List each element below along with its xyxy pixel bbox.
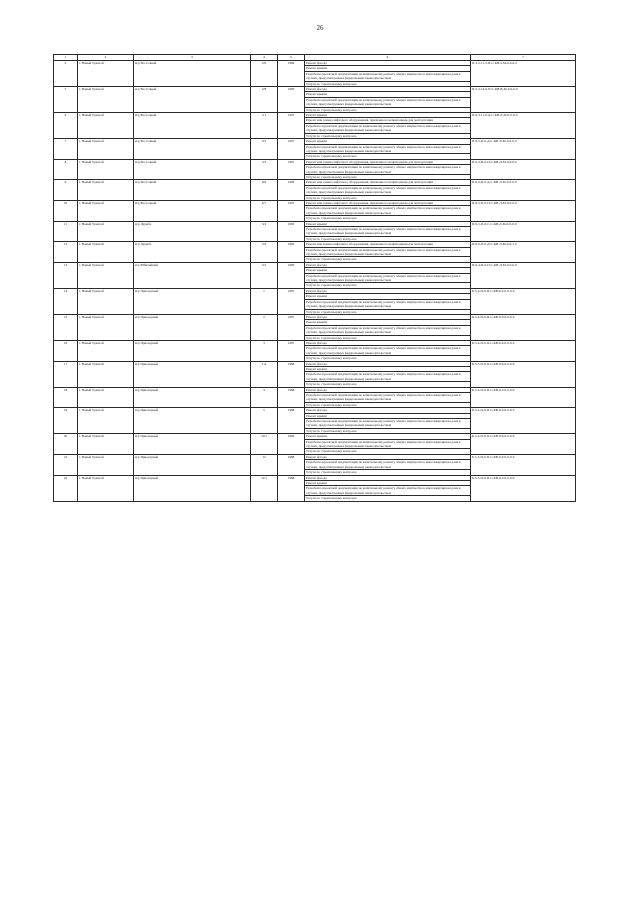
object-code-cell: П-9-5-П-0-С-С-КВ-Л-М-0-0-0-0	[471, 221, 576, 242]
city-cell: г. Новый Уренгой	[78, 475, 134, 501]
repair-program-table	[53, 54, 576, 502]
table-row	[54, 475, 576, 480]
work-type-cell: Разработка проектной документации по капитальному ремонту общего имущества в многоквартирном доме в случаях, предусмотренных федеральным законодательством	[305, 273, 471, 283]
object-code-cell: П-9-4-П-0-П-С-КВ-Л-М-0-0-0-0	[471, 262, 576, 288]
build-year-cell: 1987	[278, 288, 305, 314]
build-year-cell: 1997	[278, 139, 305, 160]
build-year-cell: 1988	[278, 454, 305, 475]
district-cell: м/р Приозерный	[134, 361, 251, 387]
work-type-cell: Услуги по строительному контролю	[305, 257, 471, 262]
build-year-cell: 1988	[278, 475, 305, 501]
house-number-cell: 12/1	[251, 475, 278, 501]
district-cell: м/р Приозерный	[134, 387, 251, 408]
row-number-cell: 10	[54, 200, 78, 221]
table-row	[54, 340, 576, 345]
object-code-cell: Б-5-5-П-0-П-С-КВ-0-0-0-0-0-0	[471, 454, 576, 475]
city-cell: г. Новый Уренгой	[78, 434, 134, 455]
city-cell: г. Новый Уренгой	[78, 200, 134, 221]
work-type-cell: Разработка проектной документации по капитальному ремонту общего имущества в многоквартирном доме в случаях, предусмотренных федеральным законодательством	[305, 419, 471, 429]
house-number-cell: 10/1	[251, 434, 278, 455]
work-type-cell: Разработка проектной документации по капитальному ремонту общего имущества в многоквартирном доме в случаях, предусмотренных федеральным законодательством	[305, 393, 471, 403]
build-year-cell: 1990	[278, 262, 305, 288]
work-type-cell: Разработка проектной документации по капитальному ремонту общего имущества в многоквартирном доме в случаях, предусмотренных федеральным законодательством	[305, 346, 471, 356]
house-number-cell: 3	[251, 340, 278, 361]
object-code-cell: Б-5-4-П-0-П-С-КВ-0-0-0-0-0-0	[471, 340, 576, 361]
district-cell: м/р Восточный	[134, 159, 251, 180]
table-body	[54, 61, 576, 502]
table-row	[54, 454, 576, 459]
work-type-cell: Услуги по строительному контролю	[305, 133, 471, 138]
row-number-cell: 4	[54, 61, 78, 87]
city-cell: г. Новый Уренгой	[78, 454, 134, 475]
house-number-cell: 2/8	[251, 87, 278, 113]
work-type-cell: Ремонт или замена лифтового оборудования, признанного непригодным для эксплуатации	[305, 180, 471, 185]
row-number-cell: 13	[54, 262, 78, 288]
house-number-cell: 5	[251, 408, 278, 434]
object-code-cell: Б-5-4-П-0-П-С-КВ-0-0-0-0-0-0	[471, 387, 576, 408]
city-cell: г. Новый Уренгой	[78, 314, 134, 340]
district-cell: м/р Восточный	[134, 87, 251, 113]
table-row	[54, 314, 576, 319]
object-code-cell: П-9-2-П-0-Д-С-КВ-Л-М-0-0-0-0	[471, 180, 576, 201]
object-code-cell: Б-5-4-П-0-П-С-КВ-0-0-0-0-0-0	[471, 288, 576, 314]
house-number-cell: 1	[251, 288, 278, 314]
build-year-cell: 1988	[278, 387, 305, 408]
row-number-cell: 17	[54, 361, 78, 387]
table-row	[54, 387, 576, 392]
work-type-cell: Ремонт крыши	[305, 434, 471, 439]
city-cell: г. Новый Уренгой	[78, 180, 134, 201]
work-type-cell: Разработка проектной документации по капитальному ремонту общего имущества в многоквартирном доме в случаях, предусмотренных федеральным законодательством	[305, 144, 471, 154]
table-row	[54, 180, 576, 185]
table-row	[54, 262, 576, 267]
row-number-cell: 6	[54, 113, 78, 139]
city-cell: г. Новый Уренгой	[78, 262, 134, 288]
work-type-cell: Услуги по строительному контролю	[305, 402, 471, 407]
district-cell: м/р Восточный	[134, 200, 251, 221]
district-cell: м/р Восточный	[134, 61, 251, 87]
district-cell: м/р Дружба	[134, 221, 251, 242]
work-type-cell: Услуги по строительному контролю	[305, 335, 471, 340]
work-type-cell: Ремонт крыши	[305, 294, 471, 299]
row-number-cell: 20	[54, 434, 78, 455]
work-type-cell: Услуги по строительному контролю	[305, 195, 471, 200]
row-number-cell: 18	[54, 387, 78, 408]
row-number-cell: 16	[54, 340, 78, 361]
table-row	[54, 361, 576, 366]
build-year-cell: 1990	[278, 87, 305, 113]
district-cell: м/р Восточный	[134, 139, 251, 160]
object-code-cell: П-9-2-П-0-П-С-КВ-Л-М-0-0-0-0	[471, 200, 576, 221]
work-type-cell: Разработка проектной документации по капитальному ремонту общего имущества в многоквартирном доме в случаях, предусмотренных федеральным законодательством	[305, 206, 471, 216]
work-type-cell: Разработка проектной документации по капитальному ремонту общего имущества в многоквартирном доме в случаях, предусмотренных федеральным законодательством	[305, 299, 471, 309]
column-number-7: 7	[471, 55, 576, 61]
district-cell: м/р Приозерный	[134, 408, 251, 434]
object-code-cell: Б-5-5-П-0-П-С-КВ-0-0-0-0-0-0	[471, 361, 576, 387]
work-type-cell: Ремонт крыши	[305, 139, 471, 144]
house-number-cell: 2/6	[251, 61, 278, 87]
table-row	[54, 242, 576, 247]
work-type-cell: Услуги по строительному контролю	[305, 107, 471, 112]
house-number-cell: 3/4	[251, 221, 278, 242]
city-cell: г. Новый Уренгой	[78, 61, 134, 87]
work-type-cell: Ремонт фасада	[305, 262, 471, 267]
build-year-cell: 1996	[278, 180, 305, 201]
column-number-6: 6	[305, 55, 471, 61]
build-year-cell: 1988	[278, 361, 305, 387]
work-type-cell: Услуги по строительному контролю	[305, 174, 471, 179]
column-number-1: 1	[54, 55, 78, 61]
object-code-cell: П-9-5-П-0-Д-С-КВ-Л-М-0-0-0-0	[471, 139, 576, 160]
row-number-cell: 14	[54, 288, 78, 314]
work-type-cell: Ремонт фасада	[305, 408, 471, 413]
work-type-cell: Ремонт крыши	[305, 268, 471, 273]
work-type-cell: Услуги по строительному контролю	[305, 236, 471, 241]
column-number-4: 4	[251, 55, 278, 61]
house-number-cell: 3/6	[251, 242, 278, 263]
row-number-cell: 15	[54, 314, 78, 340]
work-type-cell: Разработка проектной документации по капитальному ремонту общего имущества в многоквартирном доме в случаях, предусмотренных федеральным законодательством	[305, 97, 471, 107]
house-number-cell: 3 А	[251, 361, 278, 387]
district-cell: м/р Приозерный	[134, 475, 251, 501]
object-code-cell: П-3-2-11-5-П-С-КВ-2-М-0-0-0-0	[471, 61, 576, 87]
column-number-2: 2	[78, 55, 134, 61]
object-code-cell: Б-5-4-П-0-П-С-КВ-0-0-0-0-0-0	[471, 314, 576, 340]
work-type-cell: Ремонт фасада	[305, 361, 471, 366]
district-cell: м/р Восточный	[134, 180, 251, 201]
work-type-cell: Услуги по строительному контролю	[305, 154, 471, 159]
work-type-cell: Разработка проектной документации по капитальному ремонту общего имущества в многоквартирном доме в случаях, предусмотренных федеральным законодательством	[305, 71, 471, 81]
row-number-cell: 8	[54, 159, 78, 180]
house-number-cell: 3/2	[251, 139, 278, 160]
work-type-cell: Ремонт или замена лифтового оборудования, признанного непригодным для эксплуатации	[305, 118, 471, 123]
work-type-cell: Ремонт крыши	[305, 366, 471, 371]
build-year-cell: 1993	[278, 221, 305, 242]
row-number-cell: 7	[54, 139, 78, 160]
work-type-cell: Ремонт крыши	[305, 113, 471, 118]
work-type-cell: Ремонт фасада	[305, 387, 471, 392]
house-number-cell: 4	[251, 387, 278, 408]
work-type-cell: Разработка проектной документации по капитальному ремонту общего имущества в многоквартирном доме в случаях, предусмотренных федеральным законодательством	[305, 247, 471, 257]
district-cell: м/р Приозерный	[134, 288, 251, 314]
district-cell: м/р Дружба	[134, 242, 251, 263]
house-number-cell: 6/6	[251, 180, 278, 201]
work-type-cell: Разработка проектной документации по капитальному ремонту общего имущества в многоквартирном доме в случаях, предусмотренных федеральным законодательством	[305, 460, 471, 470]
table-row	[54, 288, 576, 293]
work-type-cell: Ремонт крыши	[305, 480, 471, 485]
page-number: 26	[316, 24, 324, 32]
build-year-cell: 1997	[278, 159, 305, 180]
row-number-cell: 21	[54, 454, 78, 475]
city-cell: г. Новый Уренгой	[78, 221, 134, 242]
column-number-3: 3	[134, 55, 251, 61]
work-type-cell: Ремонт фасада	[305, 87, 471, 92]
build-year-cell: 1987	[278, 314, 305, 340]
house-number-cell: 12	[251, 454, 278, 475]
object-code-cell: Б-5-3-П-0-П-С-КВ-0-0-0-0-0-0	[471, 475, 576, 501]
work-type-cell: Разработка проектной документации по капитальному ремонту общего имущества в многоквартирном доме в случаях, предусмотренных федеральным законодательством	[305, 372, 471, 382]
object-code-cell: П-9-2-П-0-П-С-КВ-Л-М-0-0-0-0	[471, 159, 576, 180]
work-type-cell: Разработка проектной документации по капитальному ремонту общего имущества в многоквартирном доме в случаях, предусмотренных федеральным законодательством	[305, 123, 471, 133]
build-year-cell: 1997	[278, 113, 305, 139]
city-cell: г. Новый Уренгой	[78, 288, 134, 314]
house-number-cell: 3/1	[251, 113, 278, 139]
work-type-cell: Услуги по строительному контролю	[305, 216, 471, 221]
object-code-cell: П-9-6-П-0-Д-С-КВ-Л-М-0-0-1-0	[471, 242, 576, 263]
work-type-cell: Ремонт фасада	[305, 340, 471, 345]
build-year-cell: 1990	[278, 434, 305, 455]
build-year-cell: 1988	[278, 408, 305, 434]
build-year-cell: 1995	[278, 242, 305, 263]
work-type-cell: Услуги по строительному контролю	[305, 356, 471, 361]
work-type-cell: Ремонт крыши	[305, 413, 471, 418]
column-number-5: 5	[278, 55, 305, 61]
work-type-cell: Услуги по строительному контролю	[305, 470, 471, 475]
work-type-cell: Разработка проектной документации по капитальному ремонту общего имущества в многоквартирном доме в случаях, предусмотренных федеральным законодательством	[305, 227, 471, 237]
row-number-cell: 11	[54, 221, 78, 242]
work-type-cell: Услуги по строительному контролю	[305, 496, 471, 501]
house-number-cell: 2	[251, 314, 278, 340]
work-type-cell: Ремонт фасада	[305, 288, 471, 293]
house-number-cell: 6/7	[251, 200, 278, 221]
district-cell: м/р Приозерный	[134, 454, 251, 475]
work-type-cell: Услуги по строительному контролю	[305, 428, 471, 433]
row-number-cell: 12	[54, 242, 78, 263]
city-cell: г. Новый Уренгой	[78, 387, 134, 408]
table-row	[54, 61, 576, 66]
work-type-cell: Услуги по строительному контролю	[305, 382, 471, 387]
city-cell: г. Новый Уренгой	[78, 340, 134, 361]
build-year-cell: 1989	[278, 61, 305, 87]
work-type-cell: Ремонт крыши	[305, 320, 471, 325]
row-number-cell: 9	[54, 180, 78, 201]
work-type-cell: Ремонт или замена лифтового оборудования, признанного непригодным для эксплуатации	[305, 242, 471, 247]
work-type-cell: Услуги по строительному контролю	[305, 81, 471, 86]
build-year-cell: 1997	[278, 200, 305, 221]
work-type-cell: Ремонт или замена лифтового оборудования, признанного непригодным для эксплуатации	[305, 159, 471, 164]
table-row	[54, 113, 576, 118]
work-type-cell: Услуги по строительному контролю	[305, 309, 471, 314]
table-row	[54, 87, 576, 92]
city-cell: г. Новый Уренгой	[78, 87, 134, 113]
district-cell: м/р Восточный	[134, 113, 251, 139]
city-cell: г. Новый Уренгой	[78, 139, 134, 160]
work-type-cell: Разработка проектной документации по капитальному ремонту общего имущества в многоквартирном доме в случаях, предусмотренных федеральным законодательством	[305, 165, 471, 175]
work-type-cell: Разработка проектной документации по капитальному ремонту общего имущества в многоквартирном доме в случаях, предусмотренных федеральным законодательством	[305, 439, 471, 449]
work-type-cell: Разработка проектной документации по капитальному ремонту общего имущества в многоквартирном доме в случаях, предусмотренных федеральным законодательством	[305, 185, 471, 195]
house-number-cell: 3/2	[251, 262, 278, 288]
work-type-cell: Ремонт фасада	[305, 475, 471, 480]
work-type-cell: Ремонт фасада	[305, 61, 471, 66]
table-row	[54, 200, 576, 205]
work-type-cell: Услуги по строительному контролю	[305, 449, 471, 454]
table-row	[54, 139, 576, 144]
build-year-cell: 1987	[278, 340, 305, 361]
table-row	[54, 159, 576, 164]
table-row	[54, 408, 576, 413]
work-type-cell: Ремонт фасада	[305, 314, 471, 319]
object-code-cell: П-5-2-16-0-П-С-КВ-В-М-0-0-0-0	[471, 87, 576, 113]
work-type-cell: Услуги по строительному контролю	[305, 283, 471, 288]
row-number-cell: 5	[54, 87, 78, 113]
row-number-cell: 19	[54, 408, 78, 434]
city-cell: г. Новый Уренгой	[78, 361, 134, 387]
work-type-cell: Разработка проектной документации по капитальному ремонту общего имущества в многоквартирном доме в случаях, предусмотренных федеральным законодательством	[305, 486, 471, 496]
city-cell: г. Новый Уренгой	[78, 408, 134, 434]
work-type-cell: Ремонт или замена лифтового оборудования, признанного непригодным для эксплуатации	[305, 200, 471, 205]
work-type-cell: Ремонт крыши	[305, 66, 471, 71]
work-type-cell: Ремонт крыши	[305, 92, 471, 97]
district-cell: м/р Приозерный	[134, 314, 251, 340]
table-row	[54, 434, 576, 439]
row-number-cell: 22	[54, 475, 78, 501]
object-code-cell: П-9-3-11-0-Д-С-КВ-Л-М-0-0-0-0	[471, 113, 576, 139]
work-type-cell: Разработка проектной документации по капитальному ремонту общего имущества в многоквартирном доме в случаях, предусмотренных федеральным законодательством	[305, 325, 471, 335]
object-code-cell: Б-5-4-П-0-П-С-КВ-0-0-0-0-0-0	[471, 434, 576, 455]
city-cell: г. Новый Уренгой	[78, 159, 134, 180]
district-cell: м/р Приозерный	[134, 340, 251, 361]
work-type-cell: Ремонт крыши	[305, 221, 471, 226]
table-row	[54, 221, 576, 226]
district-cell: м/р Приозерный	[134, 434, 251, 455]
work-type-cell: Ремонт фасада	[305, 454, 471, 459]
city-cell: г. Новый Уренгой	[78, 242, 134, 263]
city-cell: г. Новый Уренгой	[78, 113, 134, 139]
district-cell: м/р Юбилейный	[134, 262, 251, 288]
house-number-cell: 3/3	[251, 159, 278, 180]
object-code-cell: Б-5-4-П-0-П-С-КВ-0-0-0-0-0-0	[471, 408, 576, 434]
